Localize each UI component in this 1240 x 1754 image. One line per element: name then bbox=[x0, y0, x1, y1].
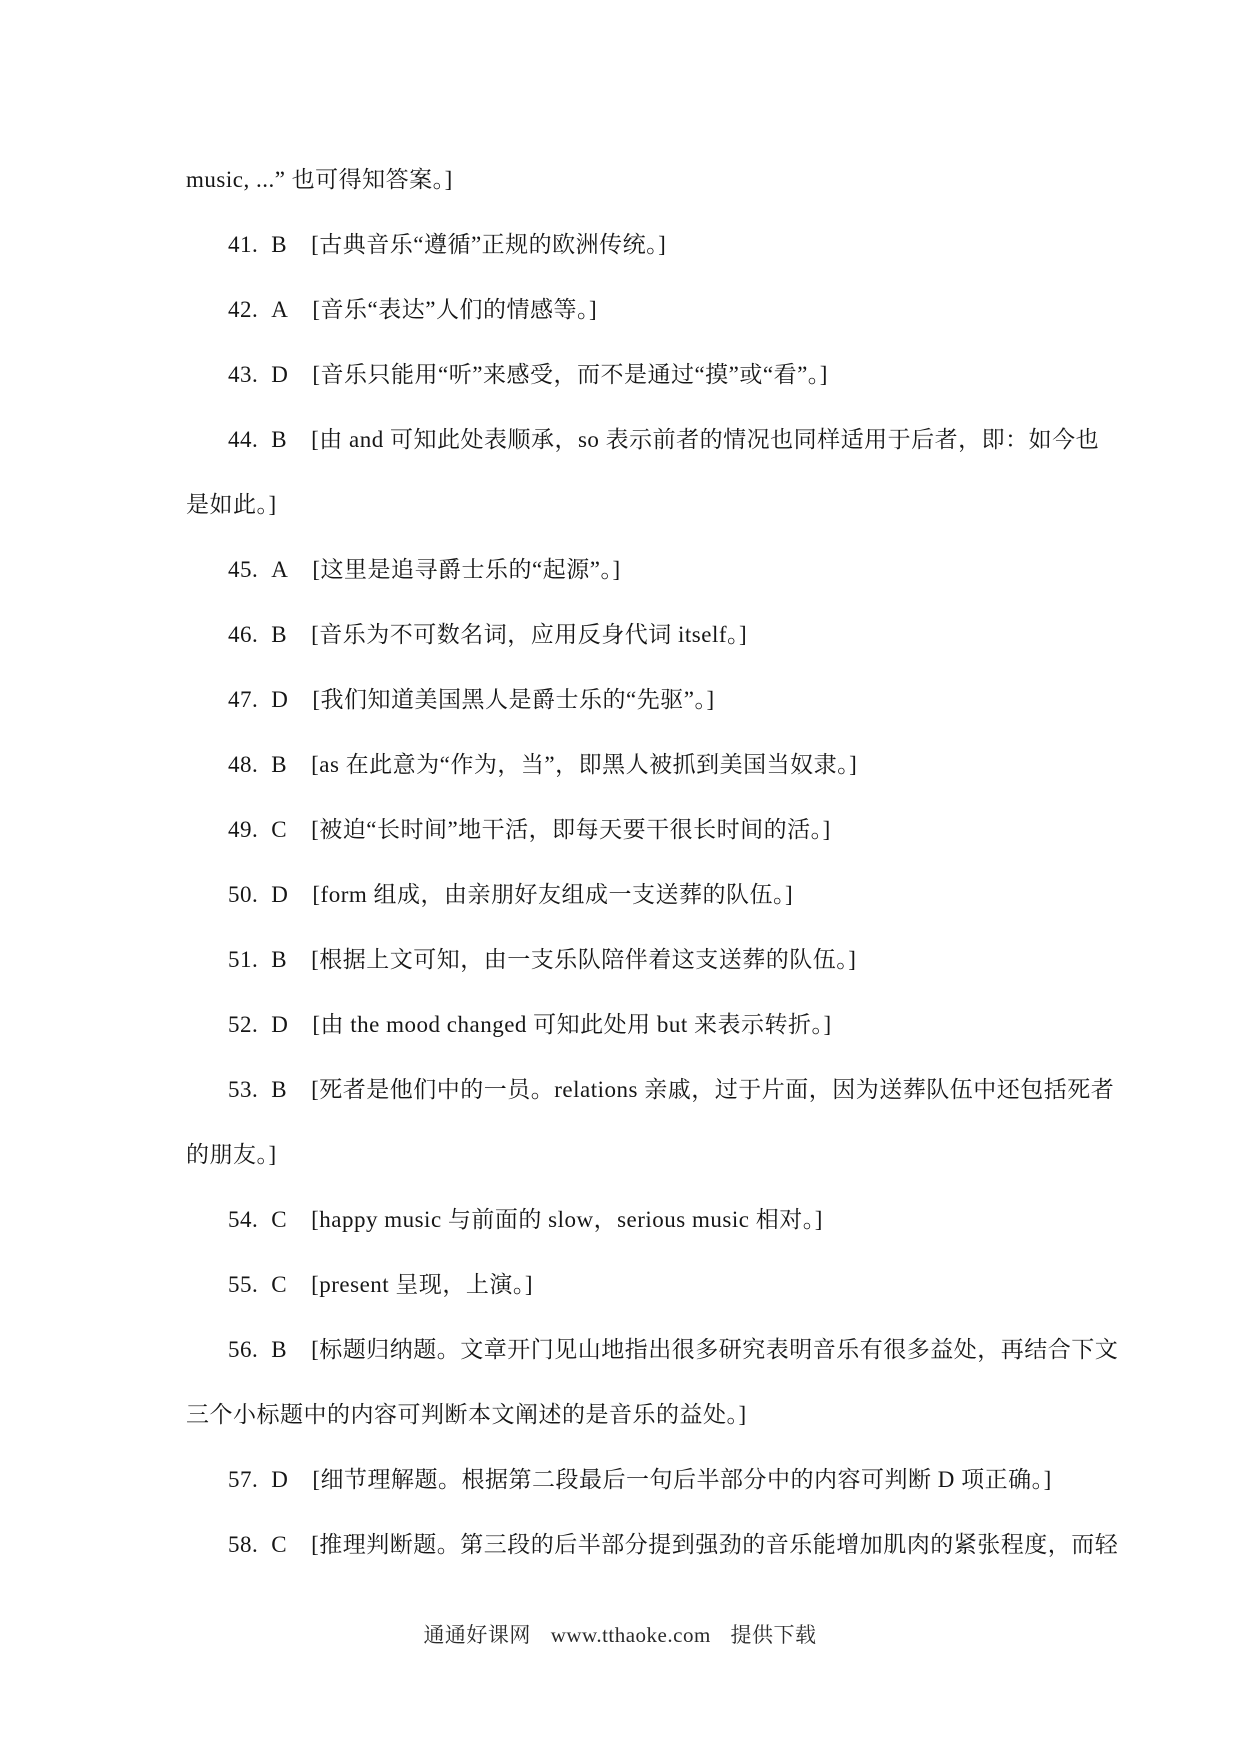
answer-letter: B bbox=[271, 1337, 288, 1362]
answer-number: 46. bbox=[228, 622, 259, 647]
answer-number: 50. bbox=[228, 882, 259, 907]
answer-explanation: [由 the mood changed 可知此处用 but 来表示转折。] bbox=[312, 1012, 832, 1037]
answer-48-line-1 bbox=[186, 732, 1086, 797]
answer-explanation: [happy music 与前面的 slow，serious music 相对。] bbox=[311, 1207, 823, 1232]
answer-52-line-1 bbox=[186, 992, 1086, 1057]
answer-explanation: [as 在此意为“作为，当”，即黑人被抓到美国当奴隶。] bbox=[311, 752, 858, 777]
answer-explanation: [根据上文可知，由一支乐队陪伴着这支送葬的队伍。] bbox=[311, 947, 857, 972]
answer-number: 41. bbox=[228, 232, 259, 257]
answer-54-line-1 bbox=[186, 1187, 1086, 1252]
answer-number: 51. bbox=[228, 947, 259, 972]
answer-47-line-1 bbox=[186, 667, 1086, 732]
answer-explanation: [这里是追寻爵士乐的“起源”。] bbox=[312, 557, 621, 582]
answer-50-line-1 bbox=[186, 862, 1086, 927]
answer-49-line-1 bbox=[186, 797, 1086, 862]
answer-56-line-1 bbox=[186, 1317, 1119, 1382]
answer-number: 49. bbox=[228, 817, 259, 842]
answer-number: 43. bbox=[228, 362, 259, 387]
footer-suffix: 提供下载 bbox=[730, 1623, 817, 1647]
answer-explanation: [死者是他们中的一员。relations 亲戚，过于片面，因为送葬队伍中还包括死者 bbox=[311, 1077, 1115, 1102]
answer-44-line-1 bbox=[186, 407, 1100, 472]
answer-number: 52. bbox=[228, 1012, 259, 1037]
continued-text-line: music, ...” 也可得知答案。] bbox=[186, 167, 453, 192]
answer-letter: D bbox=[271, 362, 289, 387]
answer-letter: C bbox=[271, 1272, 288, 1297]
answer-42-line-1 bbox=[186, 277, 1086, 342]
answer-number: 57. bbox=[228, 1467, 259, 1492]
answer-57-line-1 bbox=[186, 1447, 1086, 1512]
answer-letter: C bbox=[271, 817, 288, 842]
answer-explanation-continuation: 三个小标题中的内容可判断本文阐述的是音乐的益处。] bbox=[186, 1402, 747, 1427]
answer-number: 48. bbox=[228, 752, 259, 777]
answer-explanation: [古典音乐“遵循”正规的欧洲传统。] bbox=[311, 232, 667, 257]
footer-site-name: 通通好课网 bbox=[423, 1623, 531, 1647]
answer-51-line-1 bbox=[186, 927, 1086, 992]
answer-letter: D bbox=[271, 687, 289, 712]
footer-url: www.tthaoke.com bbox=[550, 1623, 711, 1647]
answer-letter: B bbox=[271, 1077, 288, 1102]
answer-45-line-1 bbox=[186, 537, 1086, 602]
answer-55-line-1 bbox=[186, 1252, 1086, 1317]
answer-53-line-2 bbox=[186, 1122, 1086, 1187]
answer-letter: C bbox=[271, 1207, 288, 1232]
answer-letter: D bbox=[271, 1012, 289, 1037]
answer-number: 56. bbox=[228, 1337, 259, 1362]
answer-explanation: [音乐只能用“听”来感受，而不是通过“摸”或“看”。] bbox=[312, 362, 828, 387]
answer-number: 58. bbox=[228, 1532, 259, 1557]
answer-number: 47. bbox=[228, 687, 259, 712]
answer-explanation: [音乐“表达”人们的情感等。] bbox=[312, 297, 598, 322]
answer-explanation: [我们知道美国黑人是爵士乐的“先驱”。] bbox=[312, 687, 715, 712]
answer-explanation: [form 组成，由亲朋好友组成一支送葬的队伍。] bbox=[312, 882, 794, 907]
footer-download-note bbox=[0, 1620, 1240, 1650]
answer-number: 45. bbox=[228, 557, 259, 582]
answer-explanation-continuation: 的朋友。] bbox=[186, 1142, 277, 1167]
answer-44-line-2 bbox=[186, 472, 1086, 537]
answer-explanation: [细节理解题。根据第二段最后一句后半部分中的内容可判断 D 项正确。] bbox=[312, 1467, 1052, 1492]
answers-list bbox=[186, 212, 1119, 1577]
answer-explanation: [由 and 可知此处表顺承，so 表示前者的情况也同样适用于后者，即：如今也 bbox=[311, 427, 1100, 452]
answer-letter: A bbox=[271, 557, 289, 582]
answer-key-content bbox=[186, 147, 1119, 1577]
answer-letter: B bbox=[271, 427, 288, 452]
answer-explanation: [音乐为不可数名词，应用反身代词 itself。] bbox=[311, 622, 748, 647]
answer-letter: D bbox=[271, 1467, 289, 1492]
answer-58-line-1 bbox=[186, 1512, 1119, 1577]
answer-explanation: [被迫“长时间”地干活，即每天要干很长时间的活。] bbox=[311, 817, 831, 842]
answer-explanation: [present 呈现，上演。] bbox=[311, 1272, 534, 1297]
answer-number: 42. bbox=[228, 297, 259, 322]
answer-letter: B bbox=[271, 947, 288, 972]
answer-number: 53. bbox=[228, 1077, 259, 1102]
answer-number: 54. bbox=[228, 1207, 259, 1232]
answer-letter: D bbox=[271, 882, 289, 907]
answer-explanation: [标题归纳题。文章开门见山地指出很多研究表明音乐有很多益处，再结合下文 bbox=[311, 1337, 1119, 1362]
answer-53-line-1 bbox=[186, 1057, 1115, 1122]
answer-letter: A bbox=[271, 297, 289, 322]
answer-number: 55. bbox=[228, 1272, 259, 1297]
answer-43-line-1 bbox=[186, 342, 1086, 407]
answer-explanation-continuation: 是如此。] bbox=[186, 492, 277, 517]
answer-letter: B bbox=[271, 622, 288, 647]
answer-41-line-1 bbox=[186, 212, 1086, 277]
answer-letter: B bbox=[271, 232, 288, 257]
answer-46-line-1 bbox=[186, 602, 1086, 667]
answer-56-line-2 bbox=[186, 1382, 1086, 1447]
answer-letter: C bbox=[271, 1532, 288, 1557]
answer-letter: B bbox=[271, 752, 288, 777]
answer-number: 44. bbox=[228, 427, 259, 452]
answer-explanation: [推理判断题。第三段的后半部分提到强劲的音乐能增加肌肉的紧张程度，而轻 bbox=[311, 1532, 1119, 1557]
